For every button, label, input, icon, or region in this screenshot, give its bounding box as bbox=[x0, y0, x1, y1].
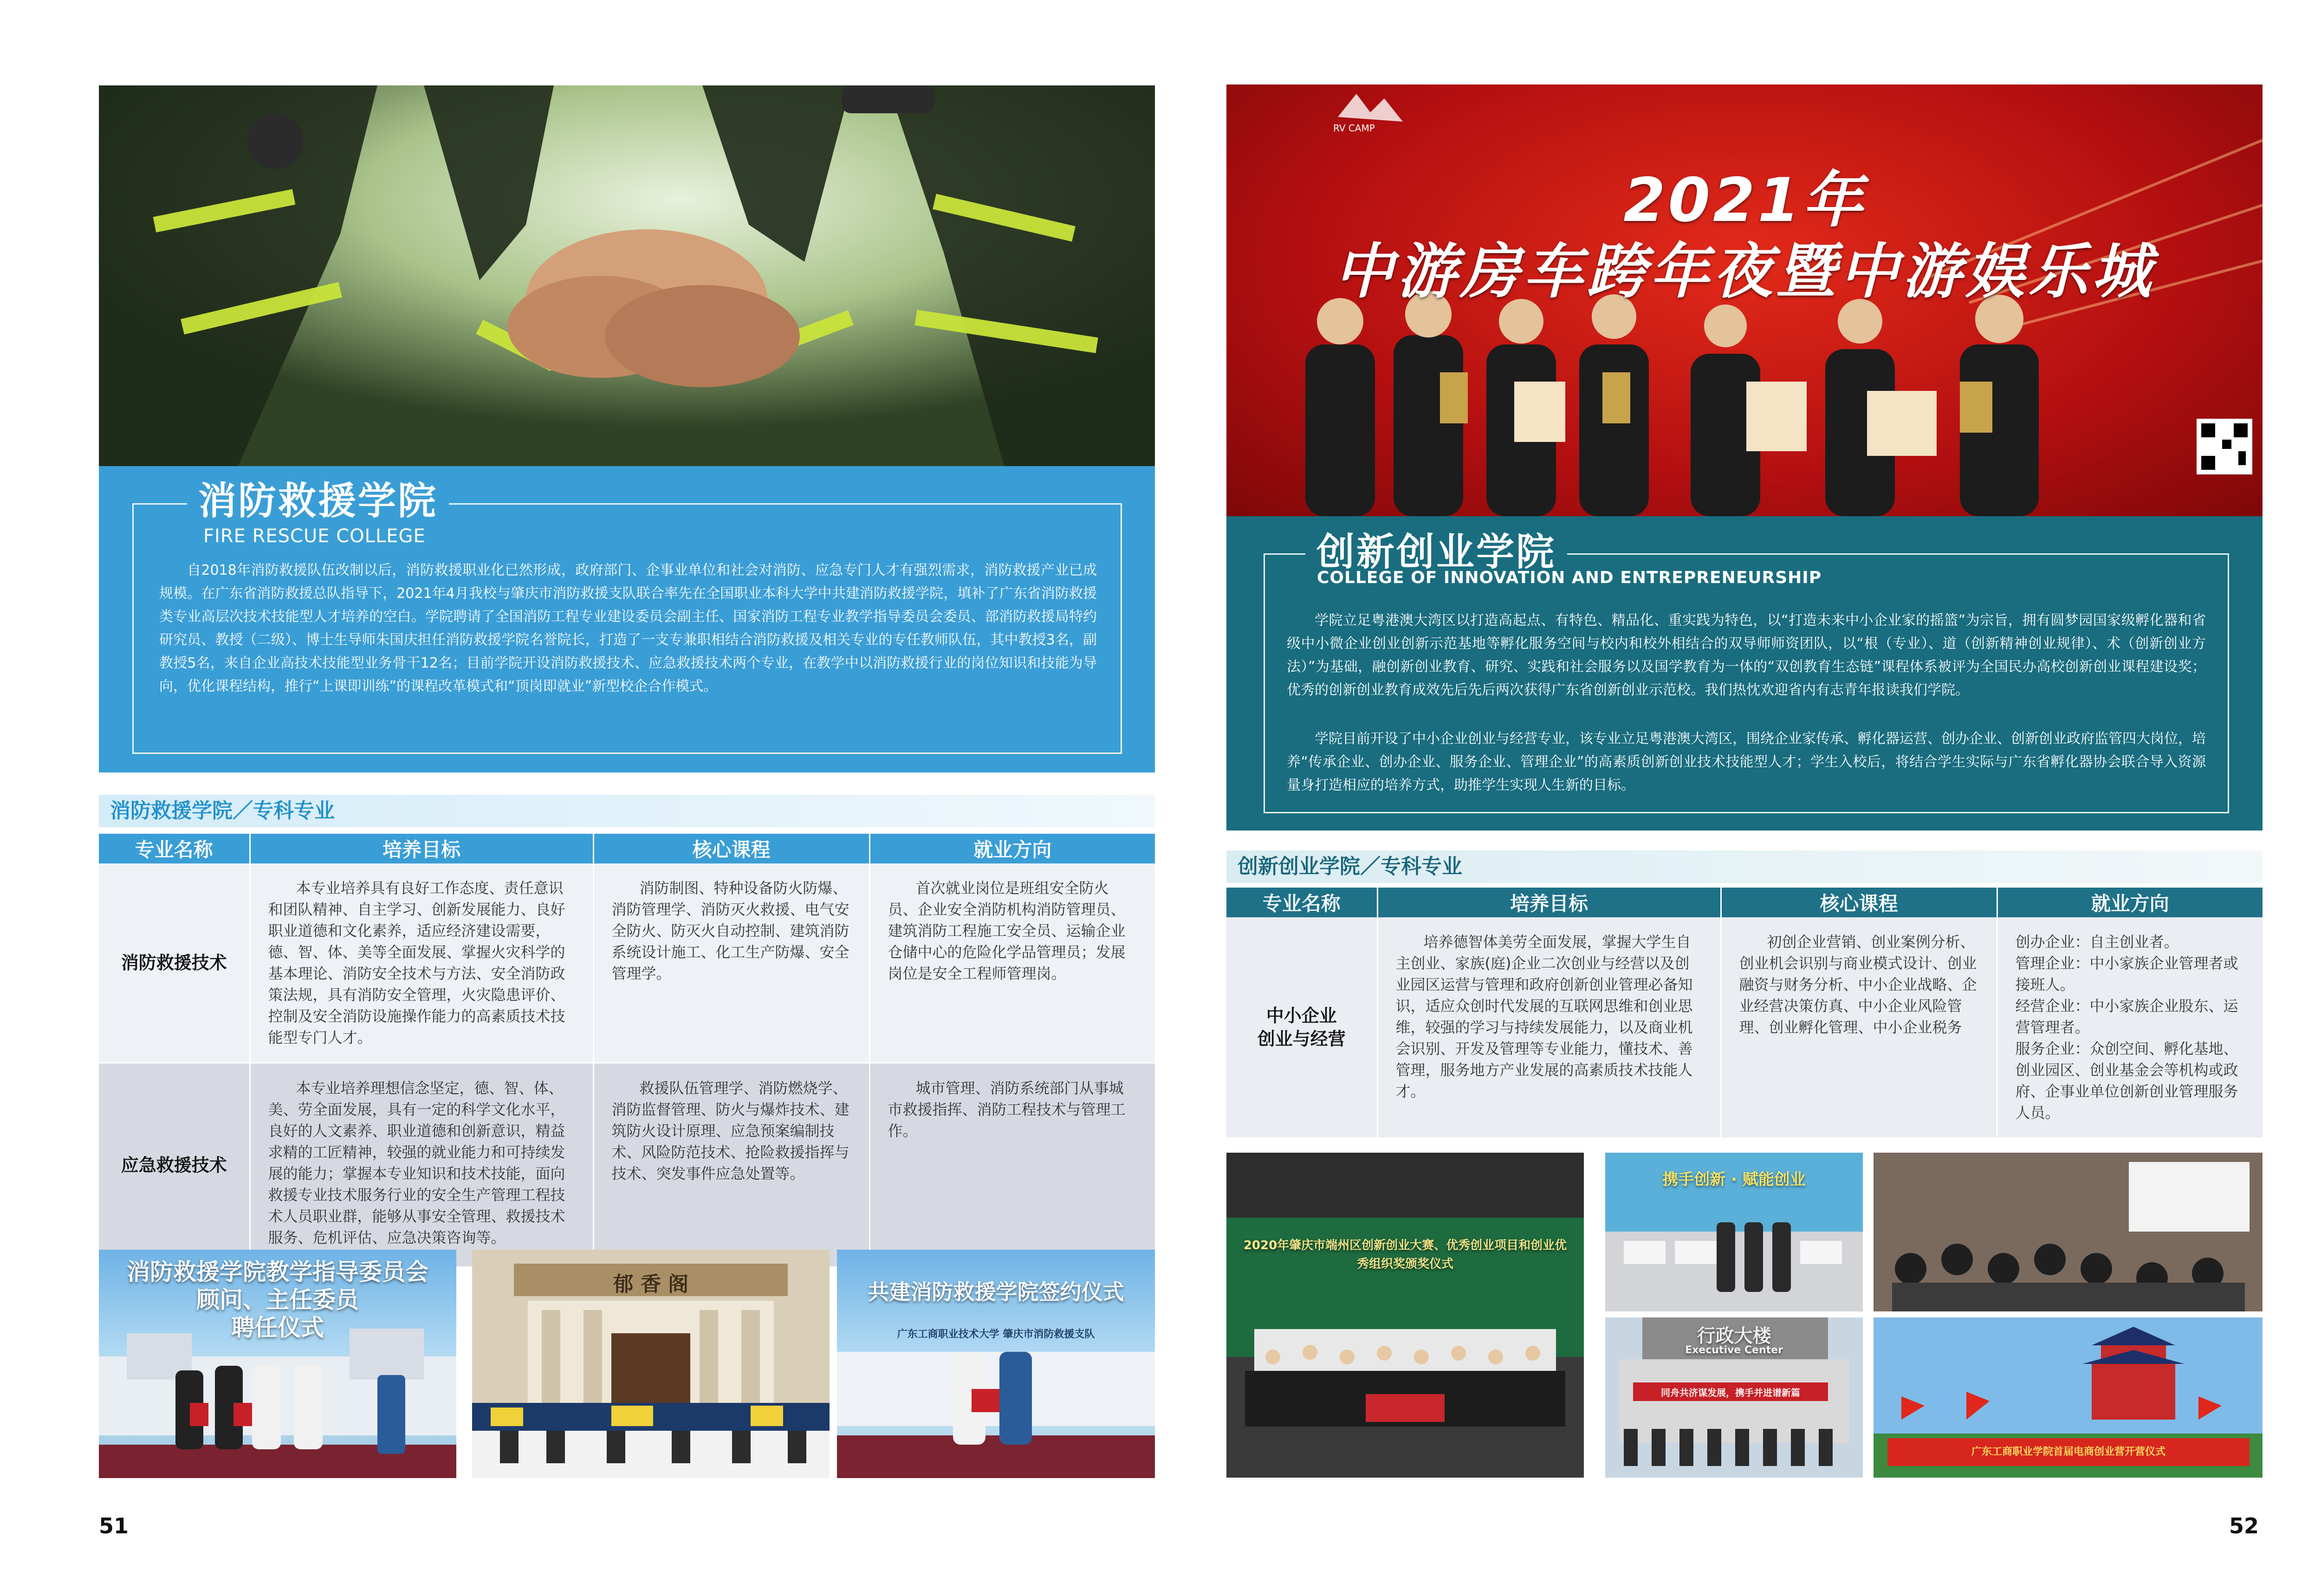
table-row bbox=[99, 863, 1155, 1063]
major-goal: 培养德智体美劳全面发展，掌握大学生自主创业、家族(庭)企业二次创业与经营以及创业园区运营与管理和政府创新创业管理必备知识，适应众创时代发展的互联网思维和创业思维，较强的学习与持续发展能力，以及商业机会识别、开发及管理等专业能力，懂技术、善管理，服务地方产业发展的高素质技术技能人才。 bbox=[1377, 917, 1721, 1138]
college-subtitle: FIRE RESCUE COLLEGE bbox=[203, 526, 426, 547]
innovation-college-intro bbox=[1226, 516, 2263, 830]
executive-sign: 行政大楼 bbox=[1697, 1325, 1771, 1347]
header-goal: 培养目标 bbox=[250, 834, 593, 863]
college-subtitle: COLLEGE OF INNOVATION AND ENTREPRENEURSHIP bbox=[1317, 568, 1822, 587]
page-number: 52 bbox=[2229, 1513, 2259, 1538]
header-career: 就业方向 bbox=[973, 838, 1052, 861]
major-career: 创办企业：自主创业者。 管理企业：中小家族企业管理者或接班人。 经营企业：中小家族企业股东、运营管理者。 服务企业：众创空间、孵化基地、创业园区、创业基金会等机构或政府、企事业单位创新创业管理服务人员。 bbox=[1997, 917, 2263, 1138]
table-row bbox=[1226, 917, 2263, 1138]
major-name: 消防救援技术 bbox=[99, 863, 250, 1063]
page-52 bbox=[1179, 0, 2321, 1596]
classroom-scene bbox=[1874, 1153, 2263, 1311]
pavilion-group-photo bbox=[1874, 1317, 2263, 1478]
building-group-photo bbox=[472, 1250, 830, 1478]
welcome-banner: 同舟共济谋发展，携手并进谱新篇 bbox=[1661, 1387, 1800, 1398]
executive-center-photo bbox=[1605, 1317, 1863, 1478]
major-name: 应急救援技术 bbox=[99, 1063, 250, 1267]
header-courses: 核心课程 bbox=[593, 834, 869, 863]
major-name: 中小企业 创业与经营 bbox=[1226, 917, 1377, 1138]
major-goal: 本专业培养理想信念坚定，德、智、体、美、劳全面发展，具有一定的科学文化水平，良好的人文素养、职业道德和创新意识，精益求精的工匠精神，较强的就业能力和可持续发展的能力；掌握本专业知识和技术技能，面向救援专业技术服务行业的安全生产管理工程技术人员职业群，能够从事安全管理、救援技术服务、危机评估、应急决策咨询等。 bbox=[250, 1063, 593, 1267]
major-career: 城市管理、消防系统部门从事城市救援指挥、消防工程技术与管理工作。 bbox=[869, 1063, 1155, 1267]
header-major: 专业名称 bbox=[99, 834, 250, 863]
major-courses: 初创企业营销、创业案例分析、创业机会识别与商业模式设计、创业融资与财务分析、中小企业战略、企业经营决策仿真、中小企业风险管理、创业孵化管理、中小企业税务 bbox=[1721, 917, 1997, 1138]
building-sign: 郁 香 阁 bbox=[613, 1272, 689, 1296]
table-row bbox=[99, 1063, 1155, 1267]
hero-photo-award-banner bbox=[1226, 84, 2263, 516]
college-title: 消防救援学院 bbox=[187, 471, 449, 525]
header-career: 就业方向 bbox=[2091, 892, 2169, 915]
banner-logo: RV CAMP bbox=[1333, 123, 1375, 134]
banner-title-event: 中游房车跨年夜暨中游娱乐城 bbox=[1334, 237, 2155, 306]
intro-text-2: 学院目前开设了中小企业创业与经营专业，该专业立足粤港澳大湾区，围绕企业家传承、孵化器运营、创办企业、创新创业政府监管四大岗位，培养“传承企业、创办企业、服务企业、管理企业”的高素质创新创业技术技能型人才；学生入校后，将结合学生实际与广东省孵化器协会联合导入资源量身打造相应的培养方式，助推学生实现人生新的目标。 bbox=[1287, 731, 2206, 793]
executive-sign-en: Executive Center bbox=[1685, 1344, 1783, 1356]
section-heading: 消防救援学院／专科专业 bbox=[99, 795, 1155, 827]
section-heading: 创新创业学院／专科专业 bbox=[1226, 850, 2263, 883]
header-goal: 培养目标 bbox=[1377, 888, 1721, 917]
major-goal: 本专业培养具有良好工作态度、责任意识和团队精神、自主学习、创新发展能力、良好职业道德和文化素养，适应经济建设需要，德、智、体、美等全面发展、掌握火灾科学的基本理论、消防安全技术与方法、安全消防政策法规，具有消防安全管理，火灾隐患评价、控制及安全消防设施操作能力的高素质技术技能型专门人才。 bbox=[250, 863, 593, 1063]
firefighters-hands-illustration bbox=[99, 85, 1155, 466]
award-ceremony-scene bbox=[1226, 1153, 1584, 1478]
award-banner-text: 2020年肇庆市端州区创新创业大赛、优秀创业项目和创业优秀组织奖颁奖仪式 bbox=[1243, 1239, 1567, 1271]
ceremony-photo-committee bbox=[99, 1250, 456, 1478]
hero-photo-firefighters bbox=[99, 85, 1155, 466]
fire-college-intro bbox=[99, 466, 1155, 772]
classroom-photo bbox=[1874, 1153, 2263, 1311]
banner-title-year: 2021年 bbox=[1623, 165, 1866, 235]
ceremony-photo-signing bbox=[837, 1250, 1155, 1478]
major-career: 首次就业岗位是班组安全防火员、企业安全消防机构消防管理员、建筑消防工程施工安全员、运输企业仓储中心的危险化学品管理员；发展岗位是安全工程师管理岗。 bbox=[869, 863, 1155, 1063]
intro-text: 自2018年消防救援队伍改制以后，消防救援职业化已然形成，政府部门、企事业单位和社会对消防、应急专门人才有强烈需求，消防救援产业已成规模。在广东省消防救援总队指导下，2021年4月我校与肇庆市消防救援支队联合率先在全国职业本科大学中共建消防救援学院，填补了广东省消防救援类专业高层次技术技能型人才培养的空白。学院聘请了全国消防工程专业建设委员会副主任、国家消防工程专业教学指导委员会委员、部消防救援局特约研究员、教授（二级）、博士生导师朱国庆担任消防救援学院名誉院长，打造了一支专兼职相结合消防救援及相关专业的专任教师队伍，其中教授3名，副教授5名，来自企业高技术技能型业务骨干12名；目前学院开设消防救援技术、应急救援技术两个专业，在教学中以消防救援行业的岗位知识和技能为导向，优化课程结构，推行“上课即训练”的课程改革模式和“顶岗即就业”新型校企合作模式。 bbox=[159, 562, 1097, 694]
header-major: 专业名称 bbox=[1226, 888, 1377, 917]
ceremony1-caption: 消防救援学院教学指导委员会 顾问、主任委员 聘任仪式 bbox=[127, 1259, 428, 1341]
group-banner: 广东工商职业学院首届电商创业营开营仪式 bbox=[1971, 1446, 2165, 1458]
intro-text-1: 学院立足粤港澳大湾区以打造高起点、有特色、精品化、重实践为特色，以“打造未来中小企业家的摇篮”为宗旨，拥有圆梦园国家级孵化器和省级中小微企业创业创新示范基地等孵化服务空间与校内和校外相结合的双导师师资团队，以“根（专业）、道（创新精神创业规律）、术（创新创业方法）”为基础，融创新创业教育、研究、实践和社会服务以及国学教育为一体的“双创教育生态链”课程体系被评为全国民办高校创新创业课程建设奖；优秀的创新创业教育成效先后先后两次获得广东省创新创业示范校。我们热忱欢迎省内有志青年报读我们学院。 bbox=[1287, 612, 2206, 698]
college-title: 创新创业学院 bbox=[1305, 522, 1567, 576]
major-courses: 救援队伍管理学、消防燃烧学、消防监督管理、防火与爆炸技术、建筑防火设计原理、应急预案编制技术、风险防范技术、抢险救援指挥与技术、突发事件应急处置等。 bbox=[593, 1063, 869, 1267]
major-courses: 消防制图、特种设备防火防爆、消防管理学、消防灭火救援、电气安全防火、防灭火自动控制、建筑消防系统设计施工、化工生产防爆、安全管理学。 bbox=[593, 863, 869, 1063]
award-ceremony-photo bbox=[1226, 1153, 1584, 1478]
entrepreneur-award-photo bbox=[1605, 1153, 1863, 1311]
majors-table bbox=[1226, 888, 2263, 1139]
page-number: 51 bbox=[99, 1513, 129, 1538]
header-courses: 核心课程 bbox=[1721, 888, 1997, 917]
majors-table bbox=[99, 834, 1155, 1268]
award-screen-text: 携手创新 · 赋能创业 bbox=[1662, 1170, 1806, 1189]
ceremony2-backdrop: 广东工商职业技术大学 肇庆市消防救援支队 bbox=[897, 1329, 1095, 1340]
ceremony2-caption: 共建消防救援学院签约仪式 bbox=[868, 1279, 1124, 1304]
